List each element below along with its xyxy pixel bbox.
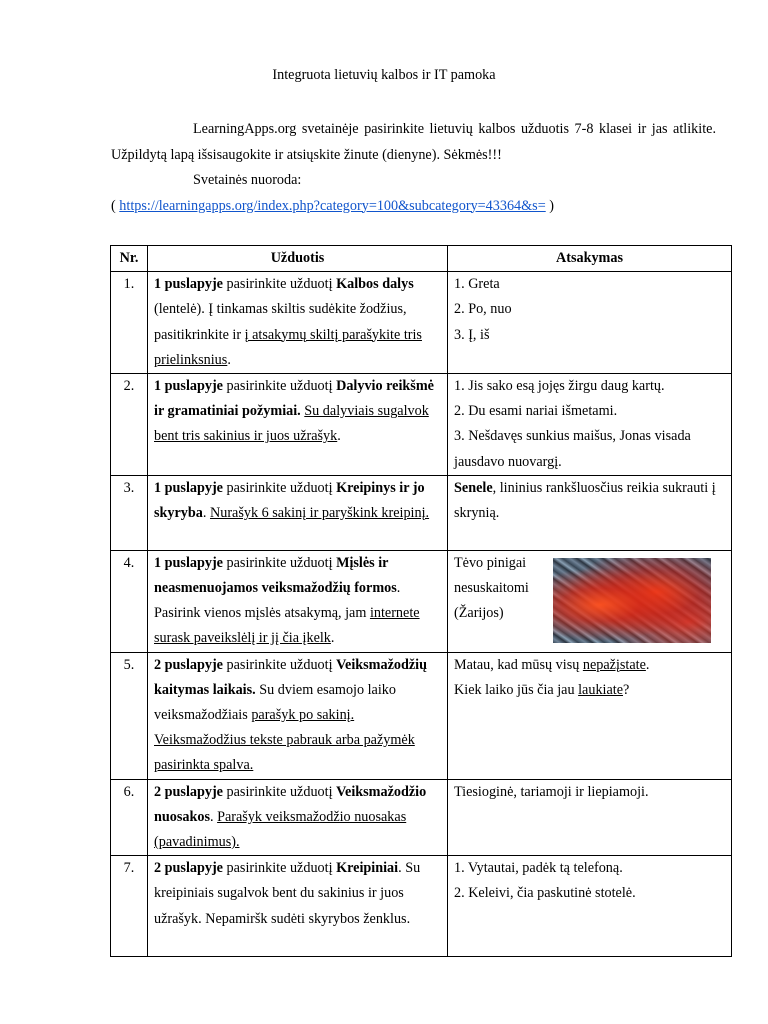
row-number: 1.	[111, 272, 148, 374]
task-text: pasirinkite užduotį	[222, 783, 337, 800]
table-row	[111, 652, 732, 779]
task-text: pasirinkite užduotį	[222, 554, 337, 571]
link-line	[111, 194, 716, 220]
answer-line: 1. Greta	[454, 276, 500, 293]
task-title: Kreipinys ir jo skyryba	[154, 479, 425, 522]
task-text: .	[330, 630, 335, 647]
task-instruction: į atsakymų skiltį parašykite tris prielinksnius	[154, 326, 422, 368]
answer-cell	[448, 374, 732, 476]
row-number: 6.	[111, 779, 148, 856]
task-title: Dalyvio reikšmė ir gramatiniai požymiai.	[154, 378, 434, 420]
task-cell	[148, 272, 448, 374]
answer-text: Kiek laiko jūs čia jau	[454, 681, 579, 698]
header-task: Užduotis	[148, 246, 448, 272]
answer-cell	[448, 550, 732, 652]
task-text: .	[337, 428, 341, 445]
answer-line	[454, 678, 725, 703]
row-number: 4.	[111, 550, 148, 652]
task-cell	[148, 475, 448, 550]
table-row	[111, 856, 732, 957]
answer-line: 1. Jis sako esą jojęs žirgu daug kartų.	[454, 378, 665, 395]
task-page: 2 puslapyje	[154, 783, 223, 800]
answer-cell	[448, 272, 732, 374]
answer-line: 3. Nešdavęs sunkius maišus, Jonas visada jausdavo nuovargį.	[454, 428, 691, 470]
link-open: (	[111, 197, 120, 214]
task-page: 2 puslapyje	[154, 656, 223, 673]
task-text: pasirinkite užduotį	[222, 479, 337, 496]
table-row	[111, 475, 732, 550]
task-text: (lentelė). Į tinkamas skiltis sudėkite žodžius, pasitikrinkite ir	[154, 301, 407, 343]
task-page: 1 puslapyje	[154, 378, 223, 395]
task-page: 2 puslapyje	[154, 860, 223, 877]
answer-line: 3. Į, iš	[454, 326, 490, 343]
link-close: )	[545, 197, 554, 214]
answer-line: 2. Po, nuo	[454, 301, 512, 318]
task-text: . Su kreipiniais sugalvok bent du sakinius ir juos užrašyk. Nepamiršk sudėti skyrybos ženklus.	[154, 860, 421, 927]
task-instruction: parašyk po sakinį. Veiksmažodžius tekste pabrauk arba pažymėk pasirinkta spalva.	[154, 707, 415, 774]
task-text: .	[210, 808, 218, 825]
answer-line: Tėvo pinigai	[454, 554, 527, 571]
embers-image	[553, 558, 711, 643]
row-number: 2.	[111, 374, 148, 476]
answer-vocative: Senele	[454, 479, 493, 496]
task-text: pasirinkite užduotį	[222, 378, 337, 395]
task-cell	[148, 779, 448, 856]
header-answer: Atsakymas	[448, 246, 732, 272]
answer-line	[454, 653, 725, 678]
task-instruction: Nurašyk 6 sakinį ir paryškink kreipinį.	[209, 505, 430, 522]
task-title: Kalbos dalys	[336, 276, 414, 293]
learningapps-link[interactable]: https://learningapps.org/index.php?category=100&subcategory=43364&s=	[119, 197, 546, 214]
task-cell	[148, 374, 448, 476]
answer-line: Tiesioginė, tariamoji ir liepiamoji.	[454, 783, 649, 800]
site-label: Svetainės nuoroda:	[193, 172, 302, 188]
table-row	[111, 272, 732, 374]
task-title: Veiksmažodžio nuosakos	[154, 783, 427, 825]
answer-line: 2. Du esami nariai išmetami.	[454, 403, 618, 420]
row-number: 3.	[111, 475, 148, 550]
answer-verb: nepažįstate	[582, 656, 646, 673]
table-header-row	[111, 246, 732, 272]
answer-cell	[448, 856, 732, 957]
answer-cell	[448, 779, 732, 856]
answer-text: , lininius rankšluosčius reikia sukrauti į skrynią.	[454, 479, 716, 522]
task-text: Su dviem esamojo laiko veiksmažodžiais	[154, 681, 396, 724]
answer-line: 2. Keleivi, čia paskutinė stotelė.	[454, 885, 636, 902]
table-row	[111, 550, 732, 652]
task-page: 1 puslapyje	[154, 554, 223, 571]
answer-text: Matau, kad mūsų visų	[454, 656, 583, 673]
row-number: 5.	[111, 652, 148, 779]
task-text: pasirinkite užduotį	[222, 276, 337, 293]
answer-cell	[448, 475, 732, 550]
task-text: .	[202, 505, 210, 522]
task-title: Kreipiniai	[336, 860, 399, 877]
task-text: .	[227, 351, 231, 368]
task-text: . Pasirink vienos mįslės atsakymą, jam	[154, 580, 401, 622]
intro-paragraph: LearningApps.org svetainėje pasirinkite lietuvių kalbos užduotis 7-8 klasei ir jas atlikite. Užpildytą lapą išsisaugokite ir atsiųskite žinute (dienyne). Sėkmės!!!	[111, 121, 716, 163]
task-cell	[148, 856, 448, 957]
answer-line: (Žarijos)	[454, 605, 504, 622]
intro-block	[111, 117, 716, 219]
task-page: 1 puslapyje	[154, 276, 223, 293]
task-text: pasirinkite užduotį	[222, 656, 337, 673]
answer-cell	[448, 652, 732, 779]
task-cell	[148, 652, 448, 779]
task-text: pasirinkite užduotį	[222, 860, 337, 877]
header-nr: Nr.	[111, 246, 148, 272]
answer-text: .	[645, 656, 650, 673]
answer-line: 1. Vytautai, padėk tą telefoną.	[454, 860, 623, 877]
table-row	[111, 779, 732, 856]
task-title: Veiksmažodžių kaitymas laikais.	[154, 656, 427, 698]
task-instruction: internete surask paveikslėlį ir jį čia įkelk	[154, 605, 420, 647]
table-row	[111, 374, 732, 476]
row-number: 7.	[111, 856, 148, 957]
answer-text: ?	[623, 681, 630, 698]
task-instruction: Su dalyviais sugalvok bent tris sakinius ir juos užrašyk	[154, 403, 429, 445]
document-title: Integruota lietuvių kalbos ir IT pamoka	[272, 67, 496, 83]
task-title: Mįslės ir neasmenuojamos veiksmažodžių formos	[154, 554, 397, 597]
task-page: 1 puslapyje	[154, 479, 223, 496]
answer-line: nesuskaitomi	[454, 580, 529, 597]
task-instruction: Parašyk veiksmažodžio nuosakas (pavadinimus).	[154, 808, 407, 851]
tasks-table	[110, 245, 732, 957]
task-cell	[148, 550, 448, 652]
answer-verb: laukiate	[578, 681, 624, 698]
